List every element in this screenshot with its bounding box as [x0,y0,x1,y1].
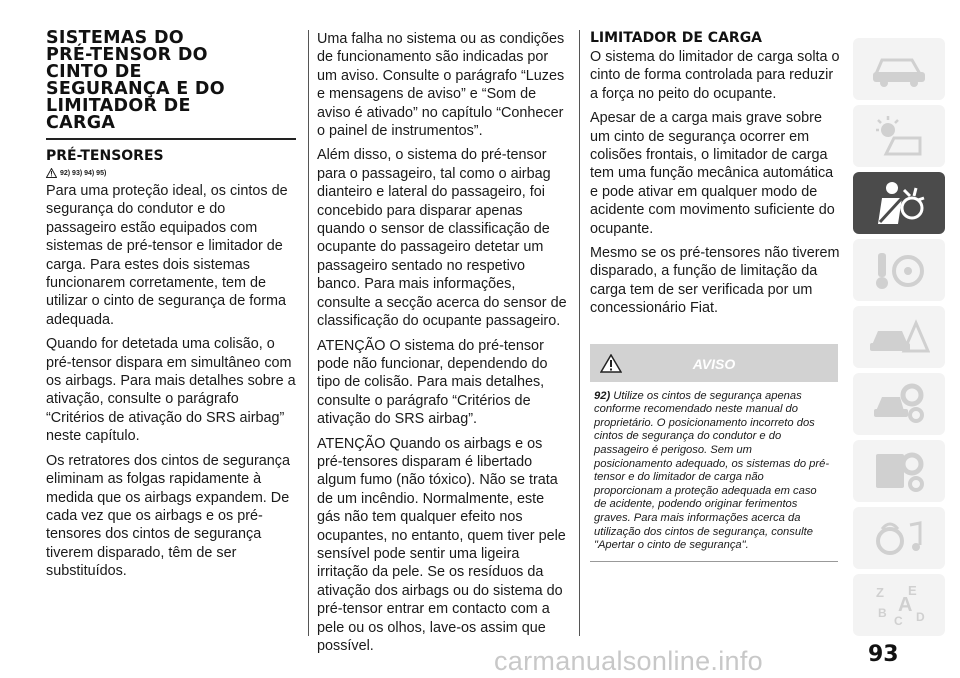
warning-number: 92) [594,389,611,402]
technical-data-icon [870,448,928,494]
section-title [46,30,296,132]
chapter-tab-emergency[interactable] [853,306,945,368]
chapter-tab-dashboard[interactable] [853,105,945,167]
chapter-tab-technical[interactable] [853,440,945,502]
section-title: LIMITADOR DE CARGA [590,30,763,46]
key-steering-icon [870,247,928,293]
paragraph: Para uma proteção ideal, os cintos de segurança do condutor e do passageiro estão equipados com sistemas de pré-tensor e limitador de carga. Para estes dois sistemas funcionarem corretamente, tem de utilizar o cinto de segurança de forma adequada. [46,183,288,328]
title-line: SISTEMAS DO [46,28,184,48]
chapter-tab-safety[interactable] [853,172,945,234]
index-icon [870,581,928,629]
column-divider [308,30,309,636]
svg-text:B: B [878,606,887,620]
svg-text:C: C [894,614,903,628]
paragraph: O sistema do limitador de carga solta o cinto de forma controlada para reduzir a força no peito do ocupante. [590,49,840,102]
svg-text:Z: Z [876,585,884,600]
multimedia-icon [870,515,928,561]
title-line: CINTO DE [46,62,142,82]
paragraph: Os retratores dos cintos de segurança eliminam as folgas rapidamente à medida que os airbags expandem. De cada vez que os airbags e os pré-tensores dos cintos de segurança tiverem disparado, têm de ser substituídos. [46,452,290,580]
dashboard-lights-icon [870,114,928,158]
warning-label: AVISO [692,355,736,372]
paragraph: ATENÇÃO Quando os airbags e os pré-tensores disparam é libertado algum fumo (não tóxico). Não se trata de um incêndio. Normalmente, este gás não tem qualquer efeito nos ocupantes, no entanto, quem tiver pele sensível pode sentir uma ligeira irritação da pele. Se os resíduos da ativação dos airbags ou do sistema do pré-tensor entrar em contacto com a pele ou os olhos, lave-os assim que possível. [317,435,566,654]
svg-text:E: E [908,583,917,598]
paragraph: Uma falha no sistema ou as condições de funcionamento são indicadas por um aviso. Consulte o parágrafo “Luzes e mensagens de aviso” e “Som de aviso é ativado” no capítulo “Conhecer o painel de instrumentos”. [317,31,565,140]
warning-box [590,344,838,562]
title-line: LIMITADOR DE [46,96,191,116]
reference-numbers: 92) 93) 94) 95) [60,169,107,177]
title-underline [46,138,296,140]
car-icon [870,50,928,88]
svg-text:D: D [916,610,925,624]
warning-content: Utilize os cintos de segurança apenas conforme recomendado neste manual do proprietário. O posicionamento incorreto dos cintos de segurança do condutor e do passageiro é perigoso. Sem um posicionamento adequado, os sistemas do pré-tensor e do limitador de carga não proporcionam a proteção adequada em caso de acidente, podendo originar ferimentos graves. Para mais informações acerca da utilização dos cintos de segurança, consulte "Apertar o cinto de segurança". [594,389,830,552]
paragraph: Mesmo se os pré-tensores não tiverem disparado, a função de limitação da carga tem de ser verificada por um concessionário Fiat. [590,245,840,317]
subsection-title: PRÉ-TENSORES [46,148,164,164]
page-number: 93 [868,642,899,667]
title-line: PRÉ-TENSOR DO [46,45,208,65]
chapter-tab-car[interactable] [853,38,945,100]
paragraph: Apesar de a carga mais grave sobre um cinto de segurança ocorrer em colisões frontais, o limitador de carga tem uma função mecânica automática e pode ativar em qualquer modo de acidente com movimento suficiente do ocupante. [590,110,835,237]
title-line: CARGA [46,113,116,133]
column-3 [590,30,840,562]
column-2 [317,30,567,661]
chapter-sidebar [853,38,945,641]
paragraph: Quando for detetada uma colisão, o pré-tensor dispara em simultâneo com os airbags. Para mais detalhes sobre a ativação, consulte o parágrafo “Critérios de ativação do SRS airbag” neste capítulo. [46,336,296,445]
maintenance-icon [870,381,928,427]
seatbelt-airbag-icon [868,178,930,228]
title-line: SEGURANÇA E DO [46,79,225,99]
breakdown-icon [868,315,930,359]
warning-header [590,344,838,382]
chapter-tab-multimedia[interactable] [853,507,945,569]
warning-triangle-icon [46,168,57,178]
paragraph: Além disso, o sistema do pré-tensor para o passageiro, tal como o airbag dianteiro e lateral do passageiro, foi concebido para disparar apenas quando o sensor de classificação de ocupante do passageiro detetar um passageiro sentado no respetivo banco. Para mais informações, consulte a secção acerca do sensor de classificação do ocupante passageiro. [317,147,567,330]
watermark: carmanualsonline.info [494,646,763,676]
column-1 [46,30,296,587]
column-divider [579,30,580,636]
chapter-tab-starting[interactable] [853,239,945,301]
svg-text:A: A [898,594,913,616]
chapter-tab-maintenance[interactable] [853,373,945,435]
warning-references [46,168,296,178]
chapter-tab-index[interactable] [853,574,945,636]
warning-text [590,382,838,561]
paragraph: ATENÇÃO O sistema do pré-tensor pode não funcionar, dependendo do tipo de colisão. Para mais detalhes, consulte o parágrafo “Critérios de ativação do SRS airbag”. [317,337,548,428]
